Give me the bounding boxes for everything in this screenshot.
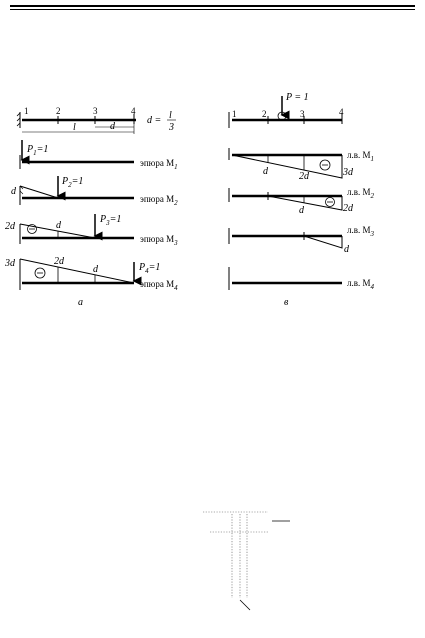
right-node-3: 3 <box>300 109 305 119</box>
right-m2-ordinate-2d: 2d <box>343 203 353 214</box>
left-base-beam <box>17 112 136 134</box>
right-il-m4-label: л.в. $M_4$ <box>347 278 374 291</box>
left-diagram-m1: эпюра $M_1$ <box>140 158 178 171</box>
right-m1-ordinate-d: d <box>263 166 268 177</box>
left-case-4 <box>20 259 134 290</box>
right-il-m1 <box>229 148 342 178</box>
left-node-1: 1 <box>24 106 29 116</box>
left-m3-ordinate-2d: 2d <box>5 221 15 232</box>
right-m3-ordinate-d: d <box>344 244 349 255</box>
left-m4-ordinate-2d: 2d <box>54 256 64 267</box>
left-span-d: d <box>110 121 115 132</box>
left-node-2: 2 <box>56 106 61 116</box>
right-caption: в <box>284 297 289 308</box>
left-p1: $P_1=1$ <box>27 144 49 157</box>
right-il-m4 <box>229 267 342 290</box>
left-node-3: 3 <box>93 106 98 116</box>
left-node-4: 4 <box>131 106 136 116</box>
left-diagram-m2: эпюра $M_2$ <box>140 194 178 207</box>
left-diagram-m3: эпюра $M_3$ <box>140 234 178 247</box>
left-p2: $P_2=1$ <box>62 176 84 189</box>
right-m1-ordinate-3d: 3d <box>343 167 353 178</box>
left-m3-ordinate-d: d <box>56 220 61 231</box>
right-m2-ordinate-d: d <box>299 205 304 216</box>
left-d-numerator: l <box>169 110 172 121</box>
left-span-l: l <box>73 122 76 133</box>
right-unit-load: P = 1 <box>286 92 309 103</box>
left-m4-ordinate-3d: 3d <box>5 258 15 269</box>
scan-artifact <box>203 512 268 598</box>
left-m4-ordinate-d: d <box>93 264 98 275</box>
right-il-m1-label: л.в. $M_1$ <box>347 150 374 163</box>
right-il-m2 <box>229 188 342 210</box>
left-p4: $P_4=1$ <box>139 262 161 275</box>
left-m2-ordinate: d <box>11 186 16 197</box>
right-m1-ordinate-2d: 2d <box>299 171 309 182</box>
left-d-denominator: 3 <box>169 122 174 133</box>
right-node-1: 1 <box>232 109 237 119</box>
left-d-formula: d = <box>147 115 162 126</box>
right-il-m3-label: л.в. $M_3$ <box>347 225 374 238</box>
right-il-m2-label: л.в. $M_2$ <box>347 187 374 200</box>
left-caption: а <box>78 297 83 308</box>
right-node-4: 4 <box>339 107 344 117</box>
left-p3: $P_3=1$ <box>100 214 122 227</box>
left-diagram-m4: эпюра $M_4$ <box>140 279 178 292</box>
right-il-m3 <box>229 228 342 248</box>
right-node-2: 2 <box>262 109 267 119</box>
